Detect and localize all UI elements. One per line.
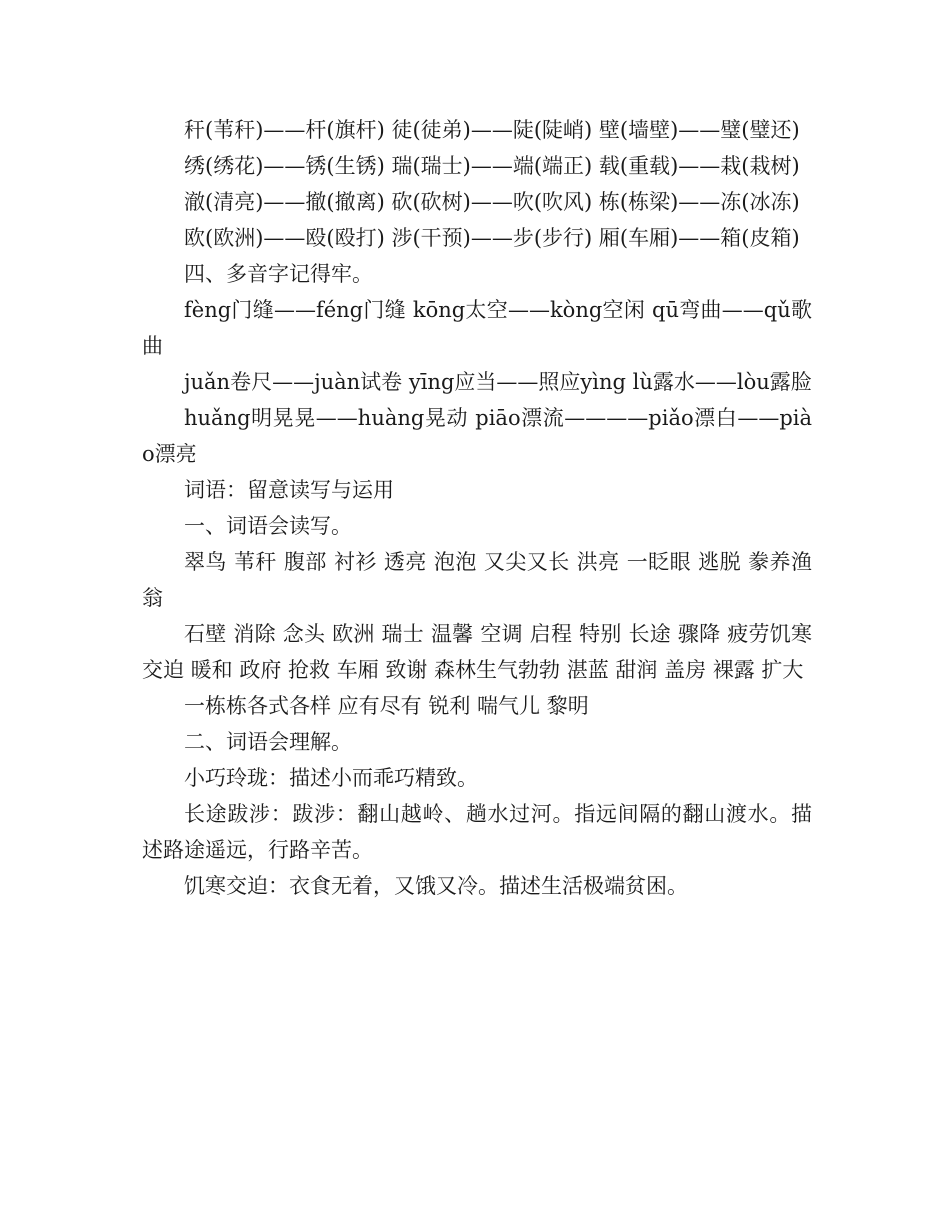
paragraph-char-pairs-2: 绣(绣花)——锈(生锈) 瑞(瑞士)——端(端正) 载(重载)——栽(栽树) xyxy=(184,154,800,178)
paragraph-char-pairs-4: 欧(欧洲)——殴(殴打) 涉(干预)——步(步行) 厢(车厢)——箱(皮箱) xyxy=(184,226,800,250)
heading-read-write: 一、词语会读写。 xyxy=(184,514,352,538)
paragraph-polyphonic-1: fèng门缝——féng门缝 kōng太空——kòng空闲 qū弯曲——qǔ歌曲 xyxy=(142,298,812,358)
definition-xiaoqiao: 小巧玲珑：描述小而乖巧精致。 xyxy=(184,766,478,790)
definition-jihan: 饥寒交迫：衣食无着，又饿又冷。描述生活极端贫困。 xyxy=(184,874,688,898)
paragraph-word-list-2: 石壁 消除 念头 欧洲 瑞士 温馨 空调 启程 特别 长途 骤降 疲劳饥寒交迫 暖和 政府 抢救 车厢 致谢 森林生气勃勃 湛蓝 甜润 盖房 裸露 扩大 xyxy=(142,622,812,682)
heading-polyphonic: 四、多音字记得牢。 xyxy=(184,262,373,286)
heading-understand: 二、词语会理解。 xyxy=(184,730,352,754)
paragraph-char-pairs-1: 秆(苇秆)——杆(旗杆) 徒(徒弟)——陡(陡峭) 壁(墙壁)——璧(璧还) xyxy=(184,118,800,142)
definition-changtu: 长途跋涉：跋涉：翻山越岭、趟水过河。指远间隔的翻山渡水。描述路途遥远，行路辛苦。 xyxy=(142,802,812,862)
paragraph-polyphonic-3: huǎng明晃晃——huàng晃动 piāo漂流————piǎo漂白——piào漂亮 xyxy=(142,406,812,466)
document-page xyxy=(142,112,812,904)
paragraph-word-list-3: 一栋栋各式各样 应有尽有 锐利 喘气儿 黎明 xyxy=(184,694,589,718)
paragraph-polyphonic-2: juǎn卷尺——juàn试卷 yīng应当——照应yìng lù露水——lòu露脸 xyxy=(184,370,812,394)
paragraph-char-pairs-3: 澈(清亮)——撤(撤离) 砍(砍树)——吹(吹风) 栋(栋梁)——冻(冰冻) xyxy=(184,190,800,214)
heading-vocabulary: 词语：留意读写与运用 xyxy=(184,478,394,502)
paragraph-word-list-1: 翠鸟 苇秆 腹部 衬衫 透亮 泡泡 又尖又长 洪亮 一眨眼 逃脱 豢养渔翁 xyxy=(142,550,812,610)
